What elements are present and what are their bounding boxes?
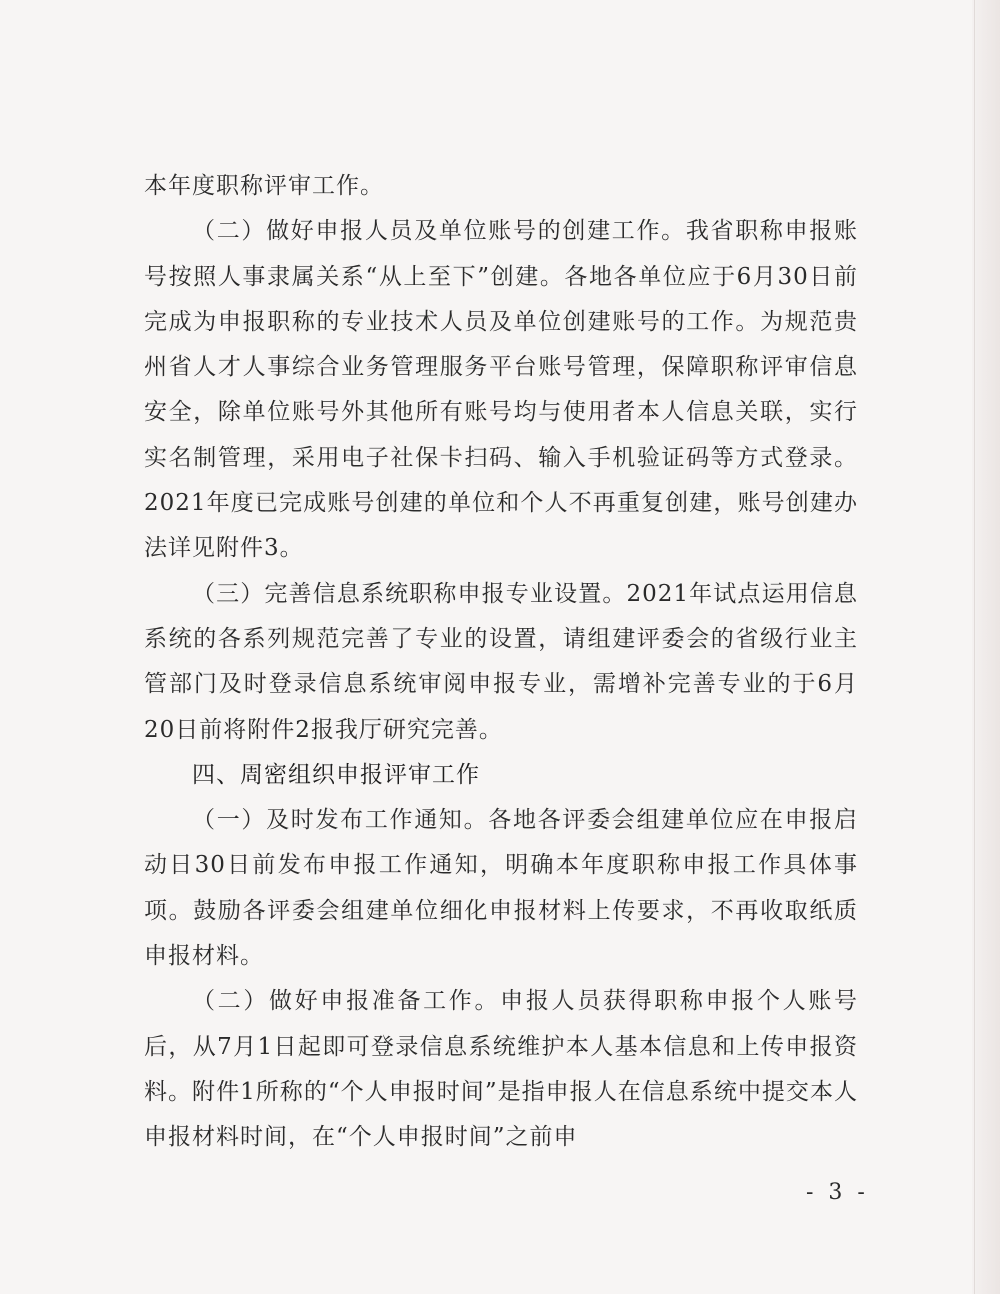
page-edge-shadow	[972, 0, 1000, 1294]
page-edge-line	[974, 0, 975, 1294]
document-body	[144, 164, 858, 1161]
paragraph-account-creation: （二）做好申报人员及单位账号的创建工作。我省职称申报账号按照人事隶属关系“从上至下”创建。各地各单位应于6月30日前完成为申报职称的专业技术人员及单位创建账号的工作。为规范贵州省人才人事综合业务管理服务平台账号管理，保障职称评审信息安全，除单位账号外其他所有账号均与使用者本人信息关联，实行实名制管理，采用电子社保卡扫码、输入手机验证码等方式登录。2021年度已完成账号创建的单位和个人不再重复创建，账号创建办法详见附件3。	[144, 218, 858, 562]
paragraph-continuation: 本年度职称评审工作。	[144, 173, 384, 199]
paragraph-specialty-settings: （三）完善信息系统职称申报专业设置。2021年试点运用信息系统的各系列规范完善了专业的设置，请组建评委会的省级行业主管部门及时登录信息系统审阅申报专业，需增补完善专业的于6月20日前将附件2报我厅研究完善。	[144, 580, 858, 743]
paragraph-application-preparation: （二）做好申报准备工作。申报人员获得职称申报个人账号后，从7月1日起即可登录信息系统维护本人基本信息和上传申报资料。附件1所称的“个人申报时间”是指申报人在信息系统中提交本人申报材料时间，在“个人申报时间”之前申	[144, 988, 858, 1151]
page-number: - 3 -	[806, 1180, 869, 1205]
paragraph-work-notice: （一）及时发布工作通知。各地各评委会组建单位应在申报启动日30日前发布申报工作通知，明确本年度职称申报工作具体事项。鼓励各评委会组建单位细化申报材料上传要求，不再收取纸质申报材料。	[144, 807, 858, 970]
section-heading: 四、周密组织申报评审工作	[192, 761, 480, 788]
